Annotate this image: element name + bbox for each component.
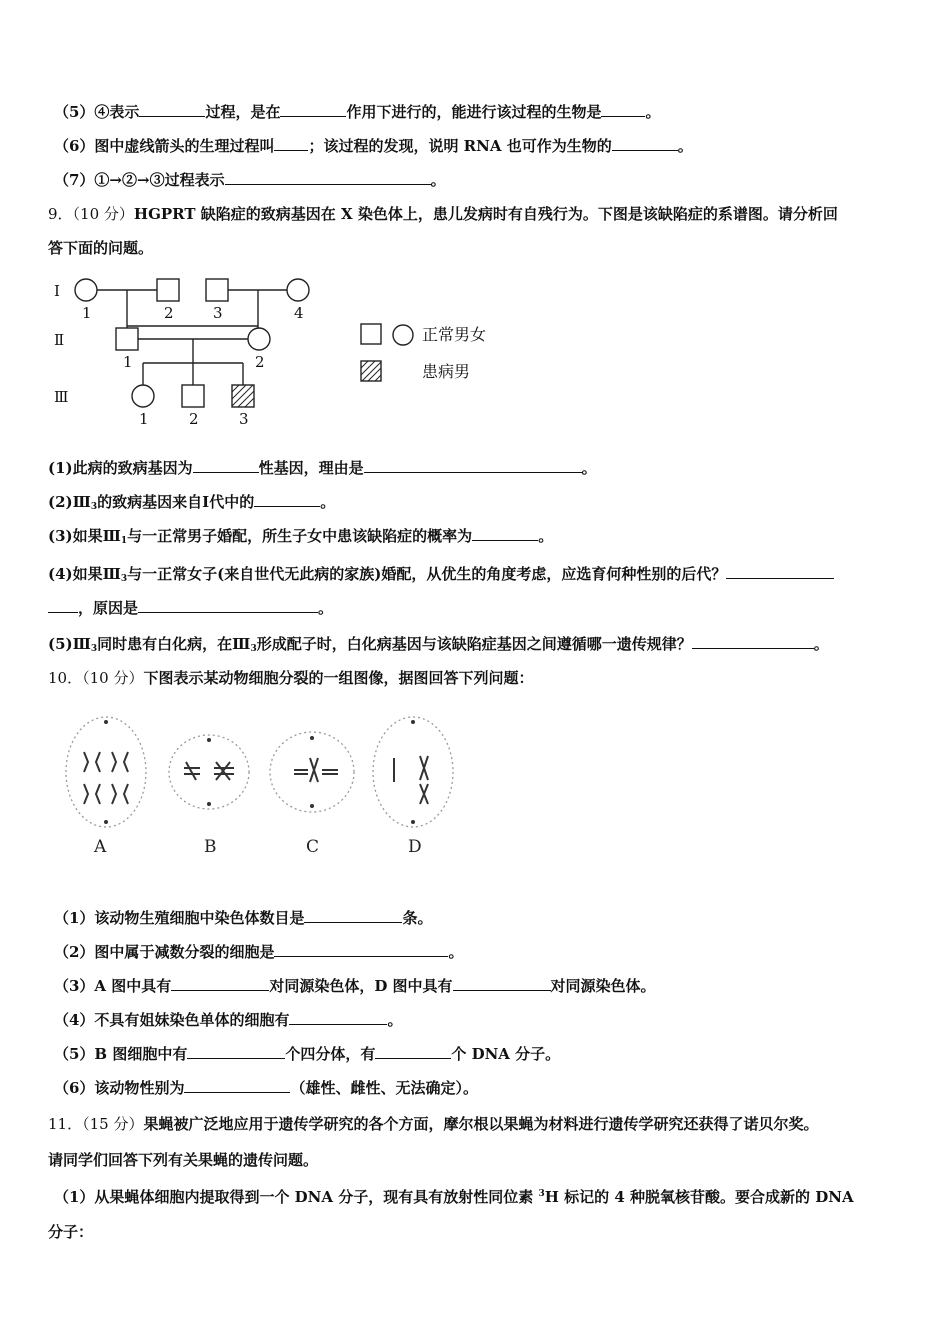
generation-label-3: Ⅲ bbox=[54, 388, 69, 406]
answer-blank[interactable] bbox=[692, 634, 814, 649]
q9-part4-cont: ，原因是 。 bbox=[48, 598, 333, 618]
pedigree-I3-male bbox=[206, 279, 228, 301]
q9-part4: (4)如果$Ⅲ_3$与一正常女子(来自世代无此病的家族)婚配，从优生的角度考虑，应选育何种性别的后代？ bbox=[48, 564, 834, 589]
q11-part1-cont: 分子： bbox=[48, 1223, 94, 1241]
answer-blank[interactable] bbox=[280, 102, 346, 117]
svg-text:2: 2 bbox=[189, 410, 199, 428]
pedigree-II2-female bbox=[248, 328, 270, 350]
q9-part3: (3)如果$Ⅲ_1$与一正常男子婚配，所生子女中患该缺陷症的概率为 。 bbox=[48, 527, 554, 546]
q8-line7: （7）①→②→③过程表示 。 bbox=[54, 171, 446, 189]
q9-stem-cont: 答下面的问题。 bbox=[48, 239, 154, 257]
pedigree-I4-female bbox=[287, 279, 309, 301]
legend-normal-female-icon bbox=[393, 325, 413, 345]
answer-blank[interactable] bbox=[304, 908, 402, 923]
cell-division-figure bbox=[56, 712, 456, 862]
answer-blank[interactable] bbox=[289, 1010, 387, 1025]
svg-text:2: 2 bbox=[255, 353, 265, 371]
q8-line5: （5）④表示 过程，是在 作用下进行的，能进行该过程的生物是 。 bbox=[54, 103, 661, 121]
answer-blank[interactable] bbox=[274, 942, 448, 957]
answer-blank[interactable] bbox=[375, 1044, 451, 1059]
cell-B bbox=[169, 735, 249, 809]
svg-text:1: 1 bbox=[123, 353, 133, 371]
cell-label-C: C bbox=[306, 837, 320, 857]
cell-label-D: D bbox=[408, 837, 422, 857]
answer-blank[interactable] bbox=[601, 102, 645, 117]
cell-label-B: B bbox=[204, 837, 217, 857]
pedigree-I1-female bbox=[75, 279, 97, 301]
pedigree-III1-female bbox=[132, 385, 154, 407]
q9-part1: (1)此病的致病基因为 性基因，理由是 。 bbox=[48, 459, 597, 477]
answer-blank[interactable] bbox=[612, 136, 678, 151]
pedigree-II1-male bbox=[116, 328, 138, 350]
svg-text:1: 1 bbox=[82, 304, 92, 322]
cell-label-A: A bbox=[94, 837, 107, 857]
svg-text:1: 1 bbox=[139, 410, 149, 428]
answer-blank[interactable] bbox=[254, 492, 320, 507]
answer-blank[interactable] bbox=[171, 976, 269, 991]
answer-blank[interactable] bbox=[193, 458, 259, 473]
svg-text:3: 3 bbox=[239, 410, 249, 428]
svg-text:3: 3 bbox=[213, 304, 223, 322]
q11-stem-cont: 请同学们回答下列有关果蝇的遗传问题。 bbox=[48, 1151, 319, 1169]
q11-stem: 11．（15 分）果蝇被广泛地应用于遗传学研究的各个方面，摩尔根以果蝇为材料进行遗传学研究还获得了诺贝尔奖。 bbox=[48, 1115, 819, 1133]
q10-part5: （5）B 图细胞中有 个四分体，有 个 DNA 分子。 bbox=[54, 1045, 561, 1063]
answer-blank[interactable] bbox=[184, 1078, 290, 1093]
pedigree-III2-male bbox=[182, 385, 204, 407]
answer-blank[interactable] bbox=[274, 136, 308, 151]
answer-blank[interactable] bbox=[48, 598, 78, 613]
answer-blank[interactable] bbox=[364, 458, 582, 473]
svg-text:4: 4 bbox=[294, 304, 304, 322]
legend-normal-label: 正常男女 bbox=[422, 325, 487, 344]
q10-part4: （4）不具有姐妹染色单体的细胞有 。 bbox=[54, 1011, 403, 1029]
generation-label-1: Ⅰ bbox=[54, 282, 60, 300]
answer-blank[interactable] bbox=[453, 976, 551, 991]
q10-part3: （3）A 图中具有 对同源染色体，D 图中具有 对同源染色体。 bbox=[54, 977, 656, 995]
answer-blank[interactable] bbox=[139, 102, 205, 117]
q10-part6: （6）该动物性别为 （雄性、雌性、无法确定）。 bbox=[54, 1079, 478, 1097]
pedigree-I2-male bbox=[157, 279, 179, 301]
cell-C bbox=[270, 732, 354, 812]
q9-stem: 9．（10 分）HGPRT 缺陷症的致病基因在 X 染色体上，患儿发病时有自残行为。下图是该缺陷症的系谱图。请分析回 bbox=[48, 205, 838, 223]
q10-stem: 10．（10 分）下图表示某动物细胞分裂的一组图像，据图回答下列问题： bbox=[48, 669, 534, 687]
legend-normal-male-icon bbox=[361, 324, 381, 344]
answer-blank[interactable] bbox=[225, 170, 431, 185]
answer-blank[interactable] bbox=[187, 1044, 285, 1059]
answer-blank[interactable] bbox=[726, 564, 834, 579]
q11-part1: （1）从果蝇体细胞内提取得到一个 DNA 分子，现有具有放射性同位素 $^3$H 标记的 4 种脱氧核苷酸。要合成新的 DNA bbox=[54, 1188, 854, 1206]
q10-part1: （1）该动物生殖细胞中染色体数目是 条。 bbox=[54, 909, 433, 927]
q8-line6: （6）图中虚线箭头的生理过程叫 ；该过程的发现，说明 RNA 也可作为生物的 。 bbox=[54, 137, 693, 155]
q10-part2: （2）图中属于减数分裂的细胞是 。 bbox=[54, 943, 464, 961]
svg-text:2: 2 bbox=[164, 304, 174, 322]
legend-affected-label: 患病男 bbox=[422, 362, 471, 381]
generation-label-2: Ⅱ bbox=[54, 331, 65, 349]
q9-part2: $(2)Ⅲ_3$的致病基因来自Ⅰ代中的 。 bbox=[48, 493, 336, 512]
cell-A bbox=[66, 717, 146, 827]
answer-blank[interactable] bbox=[138, 598, 318, 613]
cell-D bbox=[373, 717, 453, 827]
answer-blank[interactable] bbox=[472, 526, 538, 541]
q9-part5: $(5)Ⅲ_3$同时患有白化病，在$Ⅲ_3$形成配子时，白化病基因与该缺陷症基因之间遵循哪一遗传规律？ 。 bbox=[48, 635, 829, 654]
pedigree-chart bbox=[40, 268, 520, 438]
